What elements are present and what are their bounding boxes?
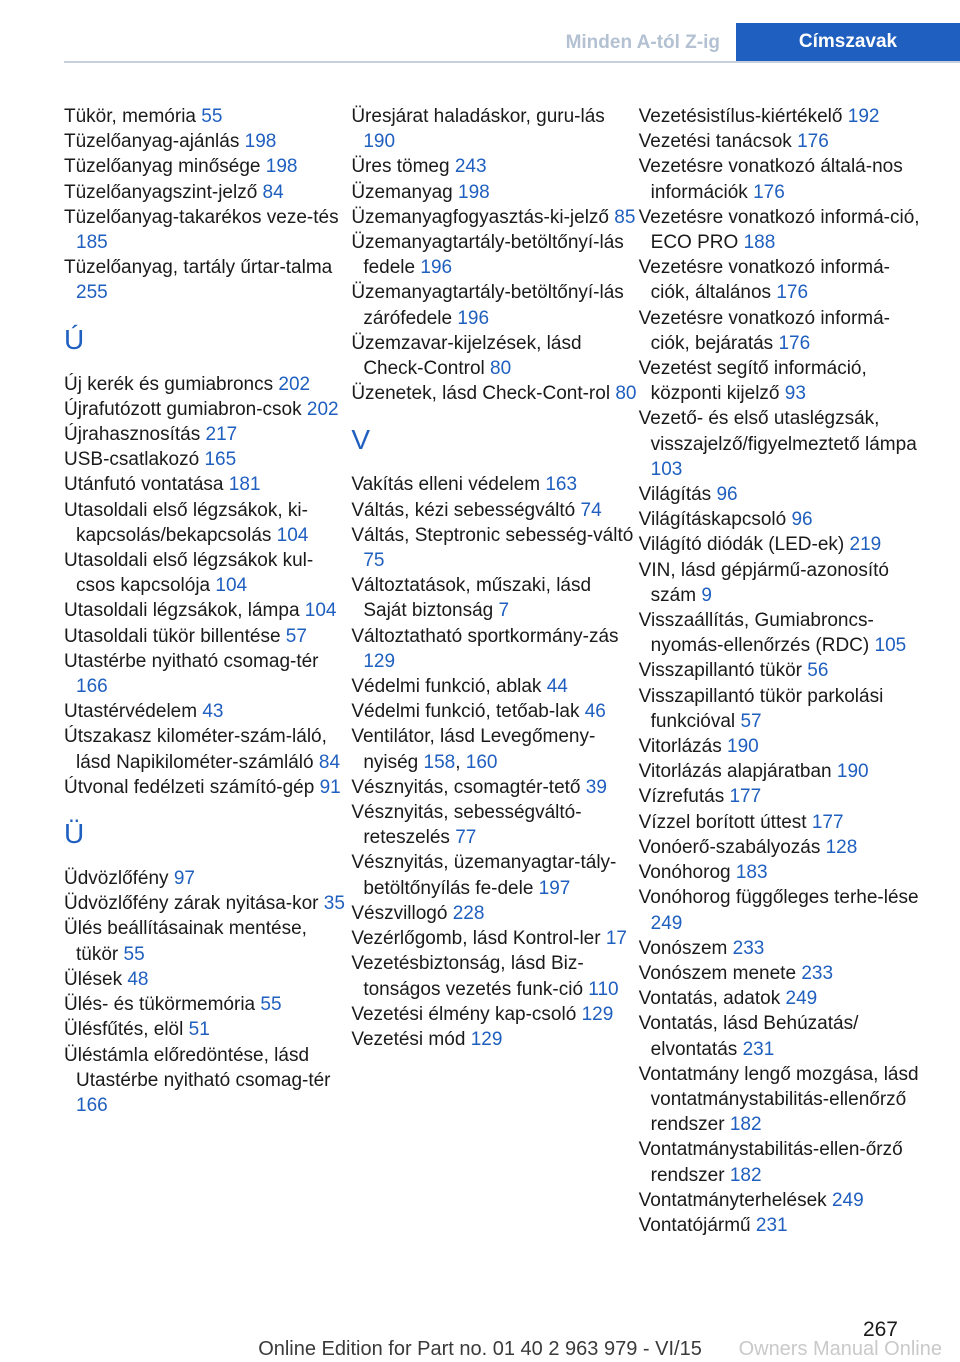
page-reference-link[interactable]: 46 bbox=[584, 701, 606, 723]
index-entry-term: Vitorlázás bbox=[638, 736, 722, 758]
header-divider bbox=[64, 61, 960, 63]
page-reference-link[interactable]: 176 bbox=[753, 181, 785, 203]
index-entry-term: Vízzel borított úttest bbox=[638, 811, 807, 833]
page-reference-link[interactable]: 103 bbox=[650, 458, 683, 480]
page-reference-link[interactable]: 55 bbox=[201, 106, 223, 127]
index-entry bbox=[639, 986, 926, 1011]
index-entry-term: Üzemanyagtartály-betöltőnyí-lás zárófedele bbox=[351, 282, 624, 329]
page-reference-link[interactable]: 91 bbox=[319, 776, 341, 798]
index-entry bbox=[639, 759, 926, 784]
page-reference-link[interactable]: 196 bbox=[457, 307, 490, 329]
page-reference-link[interactable]: 176 bbox=[776, 282, 809, 304]
index-entry-term: VIN, lásd gépjármű-azonosító szám bbox=[638, 559, 889, 606]
index-entry bbox=[639, 936, 926, 961]
page-reference-link[interactable]: 219 bbox=[849, 534, 882, 556]
index-entry-term: Üléstámla előredöntése, lásd Utastérbe nyitható csomag-tér bbox=[64, 1044, 331, 1091]
index-entry bbox=[639, 255, 926, 305]
index-entry-term: Üres tömeg bbox=[351, 156, 450, 178]
page-reference-link[interactable]: 128 bbox=[825, 836, 858, 858]
index-entry bbox=[639, 885, 926, 935]
index-entry bbox=[64, 154, 351, 179]
page-reference-link[interactable]: 48 bbox=[127, 968, 149, 990]
page-reference-link[interactable]: 51 bbox=[188, 1019, 210, 1041]
index-entry-term: Visszaállítás, Gumiabroncs-nyomás-ellenőrzés (RDC) bbox=[638, 610, 874, 657]
page-reference-link[interactable]: 231 bbox=[755, 1214, 788, 1236]
index-entry bbox=[639, 532, 926, 557]
index-entry-term: Vezetésre vonatkozó általá-nos információk bbox=[638, 156, 903, 203]
page-reference-link[interactable]: 105 bbox=[874, 635, 907, 657]
page-reference-link[interactable]: 190 bbox=[727, 736, 759, 758]
page-reference-link[interactable]: 96 bbox=[716, 484, 738, 506]
page-reference-link[interactable]: 255 bbox=[76, 282, 108, 304]
index-entry-term: Újrafutózott gumiabron-csok bbox=[64, 398, 302, 420]
index-entry-term: Vezetésbiztonság, lásd Biz-tonságos vezetés funk-ció bbox=[351, 953, 584, 1000]
index-entry-term: Vezető- és első utaslégzsák, visszajelző/figyelmeztető lámpa bbox=[638, 408, 917, 455]
index-entry-term: Világítás bbox=[638, 484, 712, 506]
index-entry bbox=[64, 548, 351, 598]
page-reference-link[interactable]: 217 bbox=[205, 424, 238, 446]
index-entry-term: Ülések bbox=[64, 968, 123, 990]
index-entry-term: Vontatás, adatok bbox=[638, 988, 781, 1010]
page-reference-link[interactable]: 176 bbox=[778, 332, 811, 354]
index-entry bbox=[351, 498, 638, 523]
index-entry-term: Vésznyitás, sebességváltó-reteszelés bbox=[351, 802, 582, 849]
page-reference-link[interactable]: 163 bbox=[545, 474, 578, 496]
index-entry-term: Vezetési mód bbox=[351, 1028, 466, 1050]
page-reference-link[interactable]: 249 bbox=[650, 912, 683, 934]
index-entry-term: Ülés beállításainak mentése, tükör bbox=[64, 918, 307, 965]
index-entry-term: Vezetésre vonatkozó informá-ciók, bejáratás bbox=[638, 307, 891, 354]
index-entry-term: Vonóhorog bbox=[638, 862, 731, 884]
page-reference-link[interactable]: 74 bbox=[580, 499, 602, 521]
index-entry-term: Védelmi funkció, ablak bbox=[351, 676, 542, 698]
page-reference-link[interactable]: 182 bbox=[729, 1114, 762, 1136]
index-entry-term: Utastérvédelem bbox=[64, 701, 198, 723]
page-reference-link[interactable]: 233 bbox=[801, 962, 834, 984]
index-entry-term: Új kerék és gumiabroncs bbox=[64, 373, 274, 395]
index-entry-term: Vonószem menete bbox=[638, 962, 797, 984]
index-entry-term: Újrahasznosítás bbox=[64, 424, 201, 446]
index-entry-term: Változtatások, műszaki, lásd Saját biztonság bbox=[351, 575, 592, 622]
section-breadcrumb[interactable]: Minden A-tól Z-ig bbox=[565, 32, 720, 53]
index-entry-term: Tüzelőanyagszint-jelző bbox=[64, 181, 258, 203]
page-reference-link[interactable]: 202 bbox=[278, 373, 311, 395]
index-entry-term: Üdvözlőfény zárak nyitása-kor bbox=[64, 893, 319, 915]
index-entry-term: Útszakasz kilométer-szám-láló, lásd Napikilométer-számláló bbox=[64, 726, 327, 773]
page-reference-link[interactable]: 39 bbox=[585, 776, 607, 798]
index-entry bbox=[64, 422, 351, 447]
index-entry-term: Vitorlázás alapjáratban bbox=[638, 761, 832, 783]
index-entry-term: Utasoldali tükör billentése bbox=[64, 625, 281, 647]
page-reference-link[interactable]: 182 bbox=[729, 1164, 762, 1186]
index-entry bbox=[351, 850, 638, 900]
page-reference-link[interactable]: 192 bbox=[847, 106, 880, 127]
index-entry bbox=[351, 800, 638, 850]
index-entry bbox=[64, 498, 351, 548]
page-reference-link[interactable]: 110 bbox=[588, 978, 619, 1000]
index-entry bbox=[64, 967, 351, 992]
index-entry bbox=[639, 104, 926, 129]
index-entry bbox=[639, 860, 926, 885]
index-entry bbox=[351, 699, 638, 724]
index-entry bbox=[64, 598, 351, 623]
index-entry-term: Változtatható sportkormány-zás bbox=[351, 625, 619, 647]
index-entry bbox=[64, 472, 351, 497]
index-entry-term: Útvonal fedélzeti számító-gép bbox=[64, 776, 315, 798]
index-entry bbox=[639, 482, 926, 507]
index-entry-term: Utánfutó vontatása bbox=[64, 474, 224, 496]
index-entry-term: Ülés- és tükörmemória bbox=[64, 994, 256, 1016]
index-entry-term: Vezetésistílus-kiértékelő bbox=[638, 106, 843, 127]
page-reference-link[interactable]: 129 bbox=[581, 1003, 614, 1025]
page-reference-link[interactable]: 190 bbox=[363, 131, 396, 153]
index-entry-term: Utasoldali első légzsákok kul-csos kapcsolója bbox=[64, 550, 314, 597]
page-reference-link[interactable]: 9 bbox=[701, 584, 712, 606]
index-entry bbox=[351, 280, 638, 330]
index-entry bbox=[351, 1002, 638, 1027]
index-entry-term: Vontatás, lásd Behúzatás/ elvontatás bbox=[638, 1013, 859, 1060]
index-entry-term: Vakítás elleni védelem bbox=[351, 474, 541, 496]
page-reference-link[interactable]: 165 bbox=[204, 449, 237, 471]
page-reference-link[interactable]: 176 bbox=[797, 131, 829, 153]
index-entry bbox=[639, 1188, 926, 1213]
index-entry bbox=[64, 891, 351, 916]
index-entry-term: Utastérbe nyitható csomag-tér bbox=[64, 650, 319, 672]
page-reference-link[interactable]: 56 bbox=[807, 660, 829, 682]
page-reference-link[interactable]: 166 bbox=[76, 1094, 108, 1116]
index-entry-term: Ventilátor, lásd Levegőmeny-nyiség bbox=[351, 726, 596, 773]
page-reference-link[interactable]: 243 bbox=[454, 156, 487, 178]
index-entry bbox=[351, 901, 638, 926]
index-entry bbox=[64, 104, 351, 129]
index-entry bbox=[639, 810, 926, 835]
page-reference-link[interactable]: 249 bbox=[785, 988, 818, 1010]
page-reference-link[interactable]: 7 bbox=[498, 600, 510, 622]
index-entry bbox=[639, 154, 926, 204]
index-entry-term: Tüzelőanyag, tartály űrtar-talma bbox=[64, 257, 333, 279]
index-entry bbox=[639, 658, 926, 683]
page-reference-link[interactable]: 190 bbox=[836, 761, 869, 783]
page-reference-link[interactable]: 75 bbox=[363, 550, 385, 572]
index-entry bbox=[64, 992, 351, 1017]
page-reference-link[interactable]: 57 bbox=[740, 710, 762, 732]
index-entry-term: Utasoldali első légzsákok, ki-kapcsolás/bekapcsolás bbox=[64, 499, 308, 546]
index-entry bbox=[64, 205, 351, 255]
page-reference-link[interactable]: 80 bbox=[490, 358, 512, 380]
index-entry-term: Vezetésre vonatkozó informá-ciók, általános bbox=[638, 257, 891, 304]
page-reference-link[interactable]: 188 bbox=[743, 232, 776, 254]
index-entry-term: Üzemanyagtartály-betöltőnyí-lás fedele bbox=[351, 232, 624, 279]
page-reference-link[interactable]: 104 bbox=[276, 524, 309, 546]
index-entry-term: Üresjárat haladáskor, guru-lás bbox=[351, 106, 605, 127]
index-column-3 bbox=[639, 104, 926, 1238]
index-entry-term: Védelmi funkció, tetőab-lak bbox=[351, 701, 580, 723]
page-reference-link[interactable]: 198 bbox=[265, 156, 298, 178]
index-entry-term: Tükör, memória bbox=[64, 106, 196, 127]
page-reference-link[interactable]: 185 bbox=[76, 232, 108, 254]
index-entry bbox=[639, 784, 926, 809]
index-entry bbox=[351, 381, 638, 406]
index-columns bbox=[64, 104, 926, 1238]
index-entry bbox=[351, 154, 638, 179]
index-entry bbox=[64, 866, 351, 891]
index-entry bbox=[639, 1137, 926, 1187]
index-entry bbox=[64, 699, 351, 724]
index-entry bbox=[639, 129, 926, 154]
index-column-2 bbox=[351, 104, 638, 1238]
page-reference-link[interactable]: 44 bbox=[546, 676, 568, 698]
index-entry bbox=[64, 397, 351, 422]
index-entry bbox=[64, 649, 351, 699]
index-entry-term: Vezetésre vonatkozó informá-ció, ECO PRO bbox=[638, 206, 920, 254]
index-entry bbox=[639, 507, 926, 532]
index-entry bbox=[639, 1213, 926, 1238]
index-entry bbox=[64, 624, 351, 649]
index-entry bbox=[639, 356, 926, 406]
index-entry-term: Visszapillantó tükör bbox=[638, 660, 803, 682]
index-entry bbox=[639, 734, 926, 759]
page-reference-link[interactable]: 183 bbox=[735, 862, 768, 884]
index-entry-term: Tüzelőanyag-takarékos veze-tés bbox=[64, 206, 339, 228]
index-entry-term: USB-csatlakozó bbox=[64, 449, 200, 471]
index-entry bbox=[351, 926, 638, 951]
index-entry-term: Üzemanyagfogyasztás-ki-jelző bbox=[351, 206, 609, 228]
index-entry bbox=[351, 674, 638, 699]
edition-note: Online Edition for Part no. 01 40 2 963 979 - VI/15 bbox=[258, 1338, 702, 1360]
page-reference-link[interactable]: 84 bbox=[262, 181, 284, 203]
page-reference-link[interactable]: 104 bbox=[304, 600, 337, 622]
index-entry-term: Üdvözlőfény bbox=[64, 868, 169, 890]
page-reference-link[interactable]: 198 bbox=[458, 181, 490, 203]
page-reference-link[interactable]: 17 bbox=[605, 928, 627, 950]
page-reference-link[interactable]: 158 bbox=[423, 751, 456, 773]
page-reference-link[interactable]: 228 bbox=[452, 902, 485, 924]
index-entry bbox=[639, 961, 926, 986]
watermark-text: Owners Manual Online bbox=[738, 1338, 942, 1360]
index-entry bbox=[64, 180, 351, 205]
index-entry bbox=[351, 205, 638, 230]
index-entry-term: Vonóerő-szabályozás bbox=[638, 836, 821, 858]
index-entry bbox=[64, 129, 351, 154]
index-entry-term: Üzemanyag bbox=[351, 181, 453, 203]
page-reference-link[interactable]: 177 bbox=[729, 786, 762, 808]
index-entry-term: Vezetési tanácsok bbox=[638, 131, 792, 153]
page-reference-link[interactable]: 166 bbox=[76, 676, 108, 698]
page-reference-link[interactable]: 84 bbox=[318, 751, 341, 773]
index-entry bbox=[639, 306, 926, 356]
index-entry bbox=[351, 104, 638, 154]
index-entry-term: Visszapillantó tükör parkolási funkcióval bbox=[638, 685, 884, 732]
index-column-1 bbox=[64, 104, 351, 1238]
index-entry-term: Vontatmánystabilitás-ellen-őrző rendszer bbox=[638, 1139, 903, 1186]
index-entry-term: Tüzelőanyag-ajánlás bbox=[64, 131, 240, 153]
index-entry bbox=[351, 230, 638, 280]
index-entry bbox=[351, 624, 638, 674]
page-reference-link[interactable]: 198 bbox=[244, 131, 277, 153]
index-entry bbox=[64, 1043, 351, 1119]
index-entry-term: Vonószem bbox=[638, 937, 728, 959]
index-entry bbox=[639, 406, 926, 482]
index-entry-term: Vontatójármű bbox=[638, 1214, 751, 1236]
index-entry-term: Vészvillogó bbox=[351, 902, 448, 924]
page-reference-link[interactable]: 85 bbox=[614, 206, 636, 228]
index-entry bbox=[639, 835, 926, 860]
section-letter-heading: V bbox=[351, 424, 371, 456]
index-entry bbox=[64, 1017, 351, 1042]
index-entry bbox=[351, 180, 638, 205]
section-letter-heading: Ú bbox=[64, 323, 85, 355]
index-entry-term: Vésznyitás, üzemanyagtar-tály-betöltőnyílás fe-dele bbox=[351, 852, 617, 899]
page-reference-link[interactable]: 231 bbox=[742, 1038, 775, 1060]
index-entry-term: Tüzelőanyag minősége bbox=[64, 156, 261, 178]
index-entry bbox=[351, 523, 638, 573]
page-reference-link[interactable]: 129 bbox=[363, 650, 396, 672]
page-reference-link[interactable]: 177 bbox=[811, 811, 844, 833]
page-reference-link[interactable]: 93 bbox=[784, 383, 806, 405]
page-reference-link[interactable]: 55 bbox=[260, 994, 282, 1016]
index-entry bbox=[351, 951, 638, 1001]
page-reference-link[interactable]: 249 bbox=[831, 1189, 864, 1211]
page-reference-link[interactable]: 196 bbox=[420, 257, 453, 279]
index-entry-term: Vezetést segítő információ, központi kijelző bbox=[638, 358, 867, 405]
page-reference-link[interactable]: 129 bbox=[470, 1028, 503, 1050]
page-reference-link[interactable]: 80 bbox=[615, 383, 637, 405]
tab-cimszavak[interactable]: Címszavak bbox=[736, 23, 960, 61]
page-reference-link[interactable]: 77 bbox=[455, 827, 477, 849]
page-reference-link[interactable]: 233 bbox=[732, 937, 765, 959]
index-entry bbox=[639, 608, 926, 658]
index-entry bbox=[351, 1027, 638, 1052]
index-entry-term: Vésznyitás, csomagtér-tető bbox=[351, 776, 581, 798]
index-entry-term: Üzenetek, lásd Check-Cont-rol bbox=[351, 383, 611, 405]
page-reference-link[interactable]: 97 bbox=[173, 868, 195, 890]
index-entry-term: Vontatmányterhelések bbox=[638, 1189, 827, 1211]
page-reference-link[interactable]: 43 bbox=[202, 701, 224, 723]
index-entry bbox=[351, 331, 638, 381]
index-entry bbox=[64, 447, 351, 472]
index-entry bbox=[64, 255, 351, 305]
index-entry bbox=[64, 724, 351, 774]
index-entry bbox=[351, 472, 638, 497]
index-entry-term: Világításkapcsoló bbox=[638, 509, 787, 531]
index-entry-term: Vezetési élmény kap-csoló bbox=[351, 1003, 577, 1025]
section-letter-heading: Ü bbox=[64, 818, 85, 850]
index-entry bbox=[64, 775, 351, 800]
page-reference-link[interactable]: 57 bbox=[285, 625, 307, 647]
index-entry-term: Világító diódák (LED-ek) bbox=[638, 534, 845, 556]
index-entry-term: Vízrefutás bbox=[638, 786, 725, 808]
index-entry-term: Vontatmány lengő mozgása, lásd vontatmánystabilitás-ellenőrző rendszer bbox=[638, 1063, 919, 1136]
index-entry-term: Vonóhorog függőleges terhe-lése bbox=[638, 887, 919, 909]
index-entry bbox=[64, 372, 351, 397]
index-entry-term: Váltás, kézi sebességváltó bbox=[351, 499, 576, 521]
page-reference-link[interactable]: 160 bbox=[465, 751, 498, 773]
index-entry bbox=[64, 916, 351, 966]
index-entry bbox=[351, 775, 638, 800]
index-entry-term: Utasoldali légzsákok, lámpa bbox=[64, 600, 300, 622]
page-number: 267 bbox=[862, 1318, 898, 1341]
index-entry-term: Váltás, Steptronic sebesség-váltó bbox=[351, 524, 634, 546]
page-reference-link[interactable]: 197 bbox=[538, 877, 571, 899]
page-reference-link[interactable]: 96 bbox=[791, 509, 813, 531]
index-entry bbox=[639, 684, 926, 734]
page-reference-link[interactable]: 104 bbox=[215, 575, 248, 597]
page-reference-link[interactable]: 35 bbox=[323, 893, 345, 915]
index-entry bbox=[639, 1011, 926, 1061]
index-entry-term: Üzemzavar-kijelzések, lásd Check-Control bbox=[351, 332, 582, 380]
page-reference-link[interactable]: 55 bbox=[123, 943, 145, 965]
index-entry bbox=[639, 1062, 926, 1138]
page-reference-link[interactable]: 181 bbox=[228, 474, 261, 496]
page-reference-link[interactable]: 202 bbox=[306, 398, 339, 420]
index-entry bbox=[639, 205, 926, 255]
index-entry bbox=[639, 558, 926, 608]
index-entry: Ventilátor, lásd Levegőmeny-nyiség 158, 160 bbox=[351, 726, 596, 773]
index-entry-term: Vezérlőgomb, lásd Kontrol-ler bbox=[351, 928, 601, 950]
index-entry bbox=[351, 573, 638, 623]
index-entry-term: Ülésfűtés, elöl bbox=[64, 1019, 184, 1041]
